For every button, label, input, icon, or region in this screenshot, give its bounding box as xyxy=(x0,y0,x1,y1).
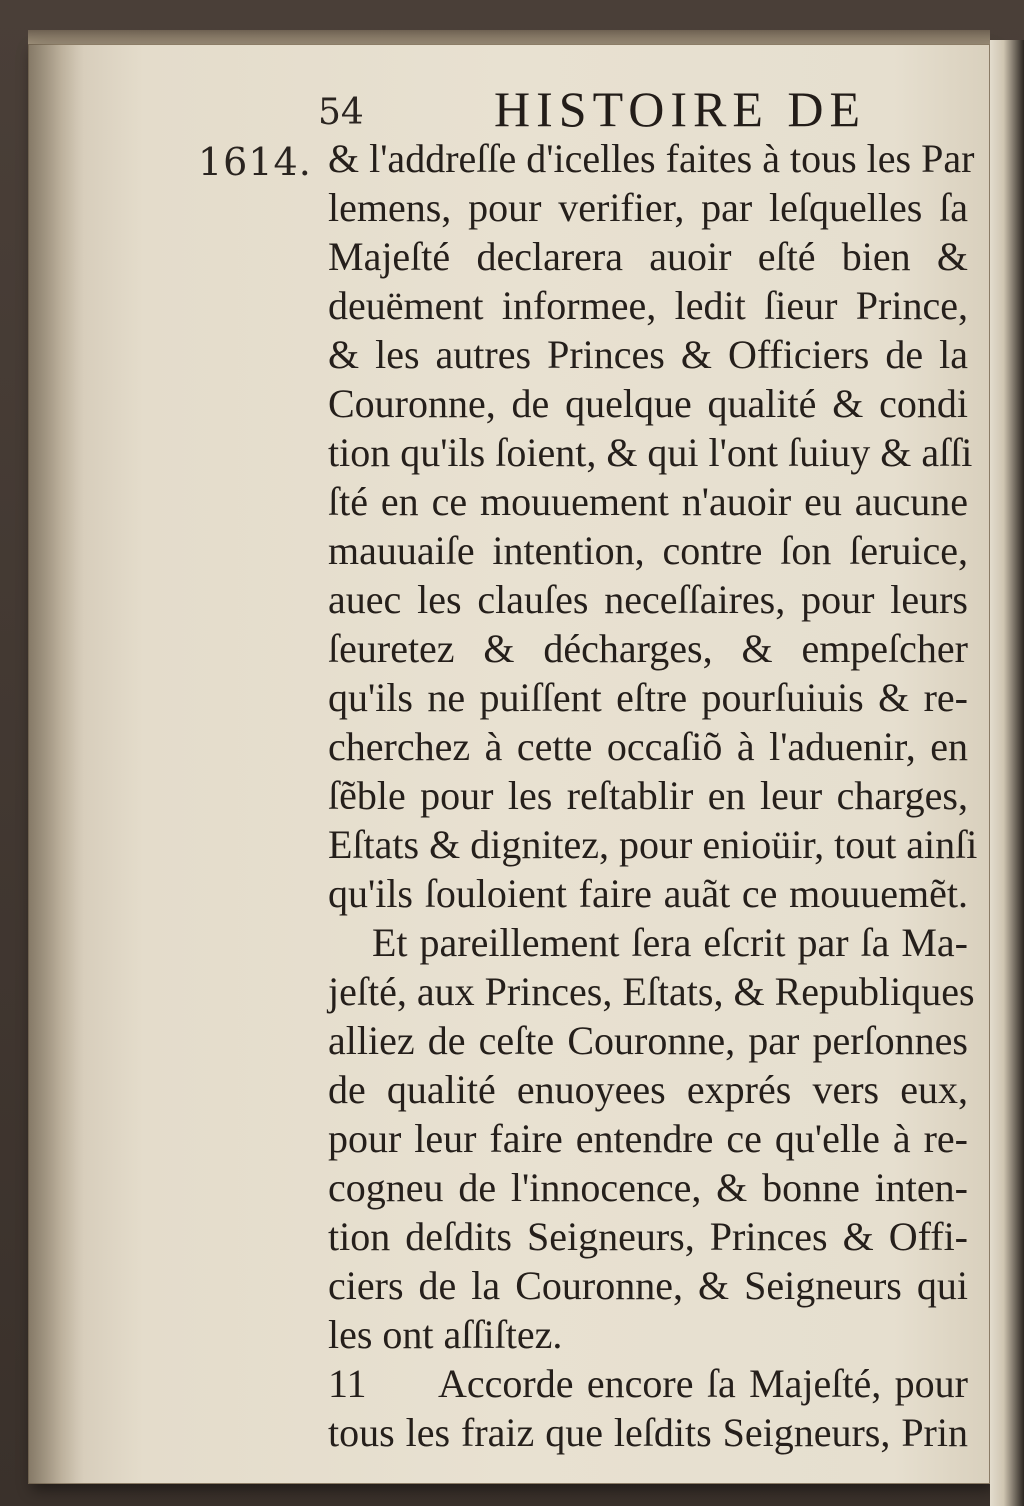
page-number: 54 xyxy=(318,92,364,133)
text-line: ſté en ce mouuement n'auoir eu aucune xyxy=(328,479,968,524)
article-number: 11 xyxy=(328,1361,367,1406)
text-line: tion deſdits Seigneurs, Princes & Offi- xyxy=(328,1214,968,1259)
main-text xyxy=(328,134,978,1457)
running-title: HISTOIRE DE xyxy=(494,81,867,137)
text-line: Eſtats & dignitez, pour enioüir, tout ainſi xyxy=(328,822,978,867)
text-line: jeſté, aux Princes, Eſtats, & Republiques xyxy=(328,969,975,1014)
text-line: & les autres Princes & Officiers de la xyxy=(328,332,968,377)
text-line: auec les clauſes neceſſaires, pour leurs xyxy=(328,577,968,622)
text-line: cogneu de l'innocence, & bonne inten- xyxy=(328,1165,968,1210)
text-line: tion qu'ils ſoient, & qui l'ont ſuiuy & aſſi xyxy=(328,430,973,475)
text-line: cherchez à cette occaſiõ à l'aduenir, en xyxy=(328,724,968,769)
margin-year-note: 1614. xyxy=(198,140,312,184)
text-line: alliez de ceſte Couronne, par perſonnes xyxy=(328,1018,968,1063)
text-line: de qualité enuoyees exprés vers eux, xyxy=(328,1067,968,1112)
text-line: ciers de la Couronne, & Seigneurs qui xyxy=(328,1263,968,1308)
paragraph-first-line: Et pareillement ſera eſcrit par ſa Ma- xyxy=(372,920,968,965)
paragraph-last-line: les ont aſſiſtez. xyxy=(328,1312,563,1357)
text-line: & l'addreſſe d'icelles faites à tous les Par xyxy=(328,136,975,181)
text-line: qu'ils ne puiſſent eſtre pourſuiuis & re- xyxy=(328,675,968,720)
text-line: lemens, pour verifier, par leſquelles ſa xyxy=(328,185,968,230)
text-line: pour leur faire entendre ce qu'elle à re- xyxy=(328,1116,968,1161)
text-line: deuëment informee, ledit ſieur Prince, xyxy=(328,283,968,328)
article-first-line xyxy=(328,1359,968,1408)
text-line: mauuaiſe intention, contre ſon ſeruice, xyxy=(328,528,968,573)
text-line: ſẽble pour les reſtablir en leur charges, xyxy=(328,773,968,818)
facing-page-edge xyxy=(990,40,1024,1506)
text-line: ſeuretez & décharges, & empeſcher xyxy=(328,626,968,671)
text-line: Majeſté declarera auoir eſté bien & xyxy=(328,234,968,279)
text-line: qu'ils ſouloient faire auãt ce mouuemẽt. xyxy=(328,871,968,916)
binding-gutter xyxy=(28,44,84,1484)
article-text: Accorde encore ſa Majeſté, pour xyxy=(438,1361,968,1406)
text-line: tous les fraiz que leſdits Seigneurs, Prin xyxy=(328,1410,968,1455)
text-line: Couronne, de quelque qualité & condi xyxy=(328,381,968,426)
